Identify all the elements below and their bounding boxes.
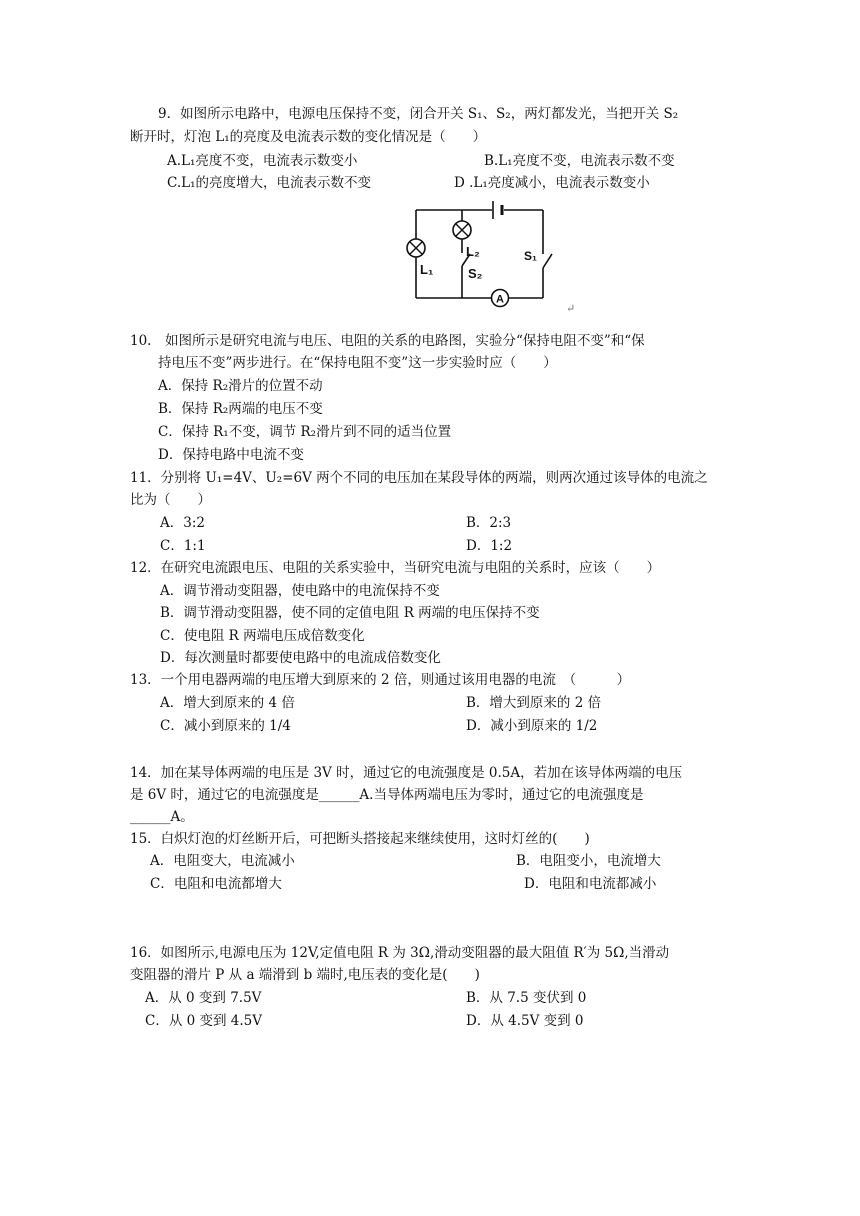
q16-option-c: C．从 0 变到 4.5V	[145, 1013, 263, 1029]
battery-icon	[493, 201, 502, 219]
label-l2: L₂	[466, 244, 480, 259]
lamp-l1-icon	[407, 239, 425, 257]
ammeter-icon	[492, 290, 509, 307]
switch-s1-icon	[537, 254, 552, 268]
q12-option-b: B．调节滑动变阻器，使不同的定值电阻 R 两端的电压保持不变	[160, 605, 540, 621]
q13-option-c: C．减小到原来的 1/4	[160, 718, 291, 734]
q11-option-b: B．2:3	[466, 515, 512, 531]
q16-option-a: A．从 0 变到 7.5V	[145, 990, 262, 1006]
q16-stem-line1: 16．如图所示,电源电压为 12V,定值电阻 R 为 3Ω,滑动变阻器的最大阻值 R′为 5Ω,当滑动	[130, 945, 670, 961]
q11-stem-line2: 比为（ ）	[130, 492, 211, 508]
label-s1: S₁	[524, 249, 537, 263]
ammeter-label: A	[496, 293, 504, 306]
q9-option-a: A.L₁亮度不变，电流表示数变小	[167, 153, 358, 169]
q11-option-d: D．1:2	[466, 538, 513, 554]
q13-option-a: A．增大到原来的 4 倍	[160, 695, 295, 711]
q10-option-a: A．保持 R₂滑片的位置不动	[158, 378, 323, 394]
q13-option-d: D．减小到原来的 1/2	[466, 718, 598, 734]
q13-stem-line1: 13．一个用电器两端的电压增大到原来的 2 倍，则通过该用电器的电流 （ ）	[130, 672, 631, 688]
q16-option-b: B．从 7.5 变伏到 0	[466, 990, 587, 1006]
label-l1: L₁	[420, 262, 434, 277]
q13-option-b: B．增大到原来的 2 倍	[466, 695, 602, 711]
q15-option-c: C．电阻和电流都增大	[150, 876, 282, 892]
q12-option-c: C．使电阻 R 两端电压成倍数变化	[160, 628, 365, 644]
q12-stem-line1: 12．在研究电流跟电压、电阻的关系实验中，当研究电流与电阻的关系时，应该（ ）	[130, 560, 661, 576]
q12-option-d: D．每次测量时都要使电路中的电流成倍数变化	[160, 650, 441, 666]
q15-option-b: B．电阻变小，电流增大	[516, 853, 661, 869]
label-s2: S₂	[468, 266, 483, 281]
q15-option-a: A．电阻变大，电流减小	[150, 853, 295, 869]
q9-stem-line1: 9．如图所示电路中，电源电压保持不变，闭合开关 S₁、S₂，两灯都发光，当把开关 S₂	[158, 106, 679, 122]
q10-option-b: B．保持 R₂两端的电压不变	[158, 401, 323, 417]
q9-stem-line2: 断开时，灯泡 L₁的亮度及电流表示数的变化情况是（ ）	[130, 129, 487, 145]
return-mark: ↵	[566, 302, 576, 315]
q10-stem-line2: 持电压不变”两步进行。在“保持电阻不变”这一步实验时应（ ）	[158, 355, 557, 371]
q10-stem-line1: 10. 如图所示是研究电流与电压、电阻的关系的电路图，实验分“保持电阻不变”和“保	[130, 333, 645, 349]
circuit-svg	[406, 198, 586, 310]
q16-option-d: D．从 4.5V 变到 0	[466, 1013, 584, 1029]
q9-circuit-diagram	[406, 198, 586, 310]
q10-option-d: D．保持电路中电流不变	[158, 447, 304, 463]
q14-stem-line2: 是 6V 时，通过它的电流强度是______A.当导体两端电压为零时，通过它的电流强度是	[130, 787, 644, 803]
q15-option-d: D．电阻和电流都减小	[524, 876, 657, 892]
q14-stem-line1: 14．加在某导体两端的电压是 3V 时，通过它的电流强度是 0.5A，若加在该导体两端的电压	[130, 765, 683, 781]
q16-stem-line2: 变阻器的滑片 P 从 a 端滑到 b 端时,电压表的变化是( )	[130, 967, 480, 983]
q11-option-a: A．3:2	[160, 515, 205, 531]
q9-option-b: B.L₁亮度不变，电流表示数不变	[484, 153, 675, 169]
q12-option-a: A．调节滑动变阻器，使电路中的电流保持不变	[160, 583, 440, 599]
q9-option-d: D .L₁亮度减小，电流表示数变小	[454, 175, 650, 191]
q11-option-c: C．1:1	[160, 538, 206, 554]
q15-stem-line1: 15．白炽灯泡的灯丝断开后，可把断头搭接起来继续使用，这时灯丝的( )	[130, 831, 590, 847]
q10-option-c: C．保持 R₁不变，调节 R₂滑片到不同的适当位置	[158, 424, 452, 440]
q9-option-c: C.L₁的亮度增大，电流表示数不变	[167, 175, 372, 191]
q11-stem-line1: 11．分别将 U₁=4V、U₂=6V 两个不同的电压加在某段导体的两端，则两次通过该导体的电流之	[130, 470, 708, 486]
q14-stem-line3: ______A。	[130, 809, 194, 825]
